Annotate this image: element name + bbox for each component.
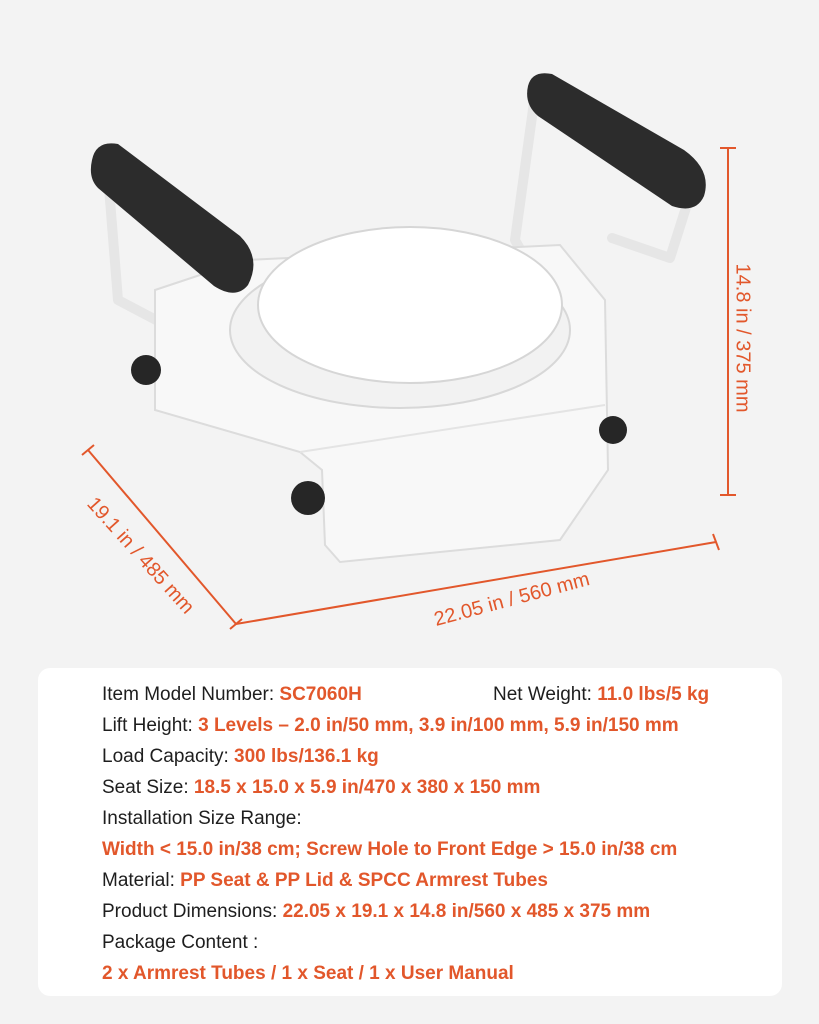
specifications-card: [38, 668, 782, 996]
spec-model-number: Item Model Number: SC7060H: [102, 684, 362, 705]
spec-net-weight: Net Weight: 11.0 lbs/5 kg: [493, 684, 710, 705]
knob-icon: [291, 481, 325, 515]
width-dimension-label: 22.05 in / 560 mm: [431, 568, 593, 631]
height-dimension-label: 14.8 in / 375 mm: [731, 263, 754, 413]
spec-installation-label: Installation Size Range:: [102, 808, 302, 829]
knob-icon: [131, 355, 161, 385]
spec-installation-value: Width < 15.0 in/38 cm; Screw Hole to Front Edge > 15.0 in/38 cm: [102, 839, 678, 860]
spec-lift-height: Lift Height: 3 Levels – 2.0 in/50 mm, 3.9 in/100 mm, 5.9 in/150 mm: [102, 715, 679, 736]
spec-package-value: 2 x Armrest Tubes / 1 x Seat / 1 x User Manual: [102, 963, 514, 984]
right-armrest-pad: [527, 73, 706, 208]
knob-icon: [599, 416, 627, 444]
spec-package-label: Package Content :: [102, 932, 259, 953]
spec-seat-size: Seat Size: 18.5 x 15.0 x 5.9 in/470 x 380 x 150 mm: [102, 777, 541, 798]
spec-product-dimensions: Product Dimensions: 22.05 x 19.1 x 14.8 in/560 x 485 x 375 mm: [102, 901, 651, 922]
seat-lid: [258, 227, 562, 383]
depth-dimension-label: 19.1 in / 485 mm: [82, 492, 199, 619]
spec-load-capacity: Load Capacity: 300 lbs/136.1 kg: [102, 746, 379, 767]
spec-material: Material: PP Seat & PP Lid & SPCC Armrest Tubes: [102, 870, 548, 891]
